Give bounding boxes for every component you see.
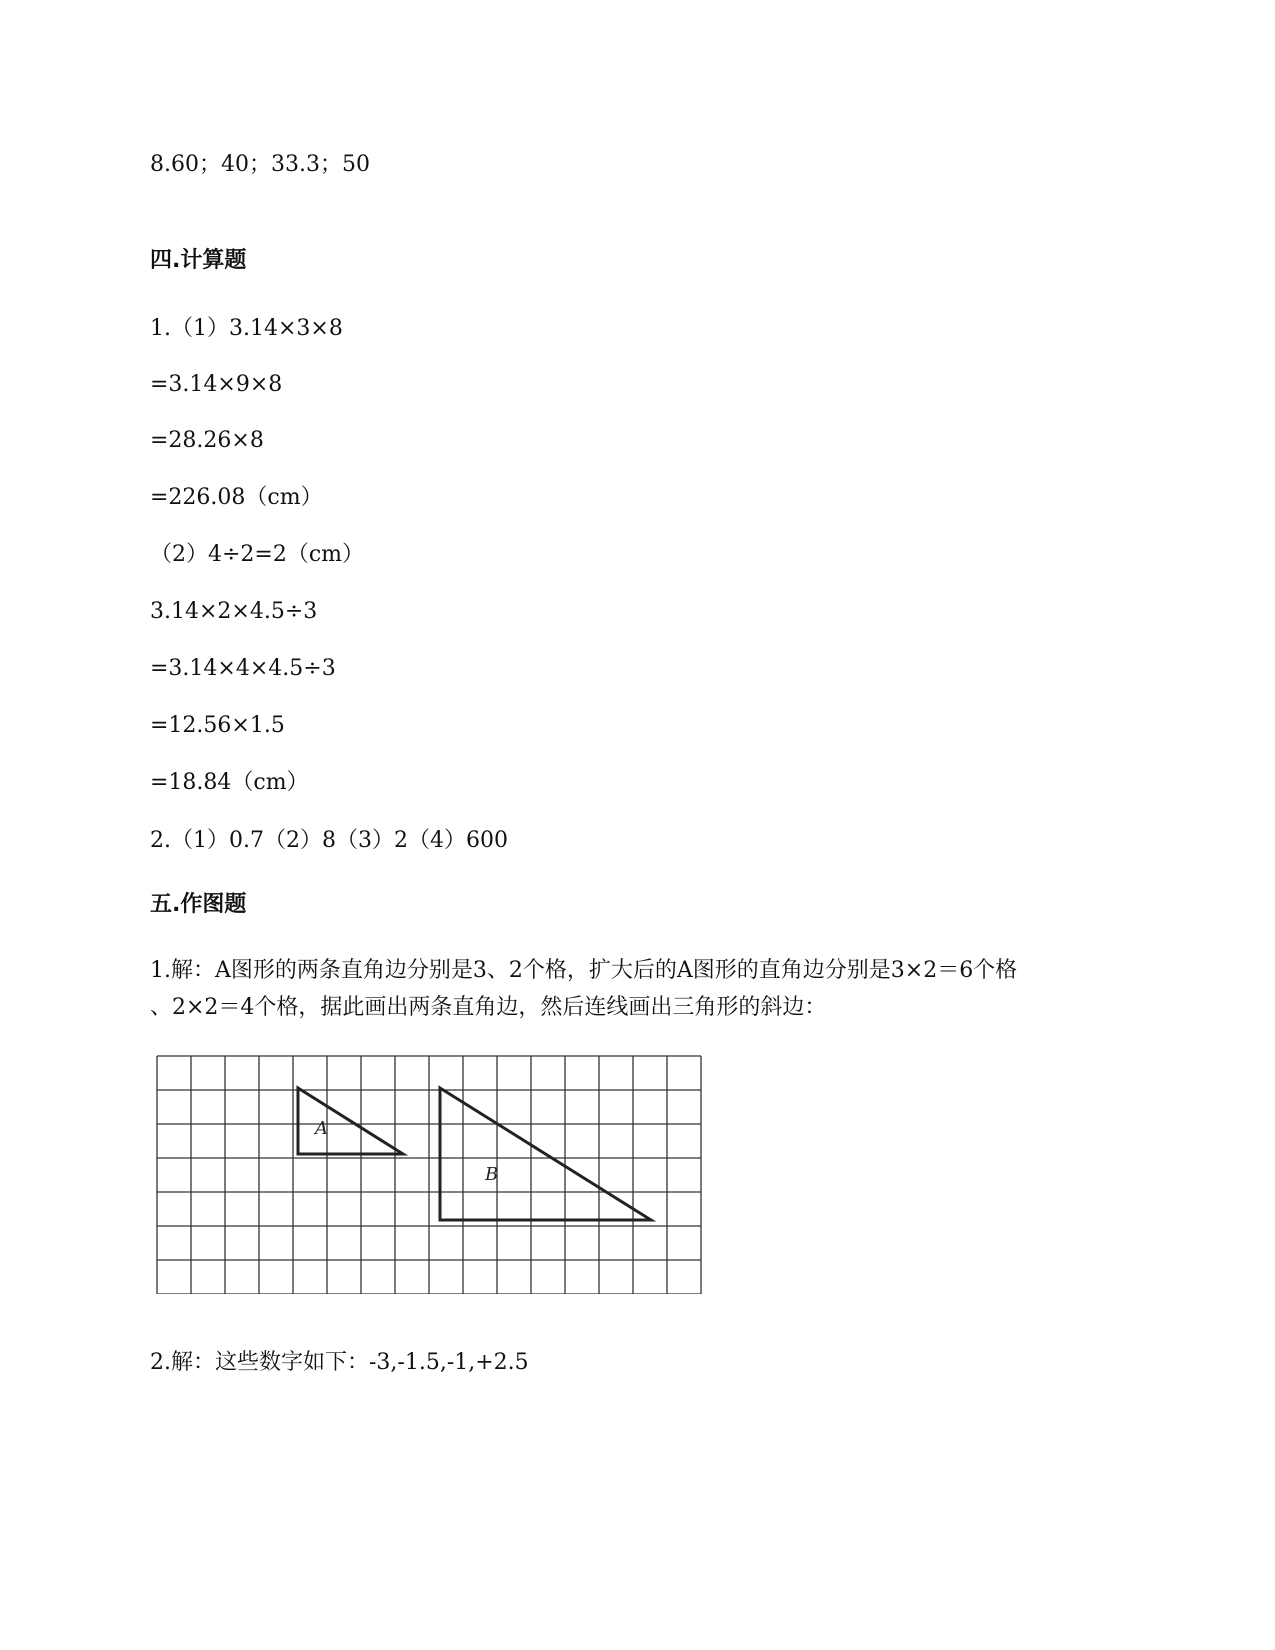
grid-figure xyxy=(155,1054,721,1294)
calc-line: =28.26×8 xyxy=(150,428,264,453)
calc-line: 3.14×2×4.5÷3 xyxy=(150,599,318,624)
calc-line: =226.08（cm） xyxy=(150,485,323,510)
triangle-b xyxy=(440,1088,651,1220)
calc-line: =3.14×4×4.5÷3 xyxy=(150,656,336,681)
triangle-a xyxy=(298,1088,403,1154)
triangle-b-label: B xyxy=(485,1164,499,1185)
section4-heading: 四.计算题 xyxy=(150,248,247,273)
calc-line: =18.84（cm） xyxy=(150,770,309,795)
grid-lines xyxy=(157,1056,701,1294)
drawing-answer-line: 2.解：这些数字如下：-3,-1.5,-1,+2.5 xyxy=(150,1350,529,1375)
calc-line: =3.14×9×8 xyxy=(150,372,283,397)
triangle-a-label: A xyxy=(315,1118,328,1139)
calc-line: （2）4÷2=2（cm） xyxy=(150,542,365,567)
drawing-answer-line: 1.解：A图形的两条直角边分别是3、2个格，扩大后的A图形的直角边分别是3×2＝6个格 xyxy=(150,958,1018,983)
drawing-answer-line: 、2×2＝4个格，据此画出两条直角边，然后连线画出三角形的斜边： xyxy=(150,995,827,1020)
section5-heading: 五.作图题 xyxy=(150,892,247,917)
calc-line: 1.（1）3.14×3×8 xyxy=(150,316,343,341)
answers-line: 8.60；40；33.3；50 xyxy=(150,152,370,177)
calc-line: 2.（1）0.7（2）8（3）2（4）600 xyxy=(150,828,508,853)
calc-line: =12.56×1.5 xyxy=(150,713,285,738)
